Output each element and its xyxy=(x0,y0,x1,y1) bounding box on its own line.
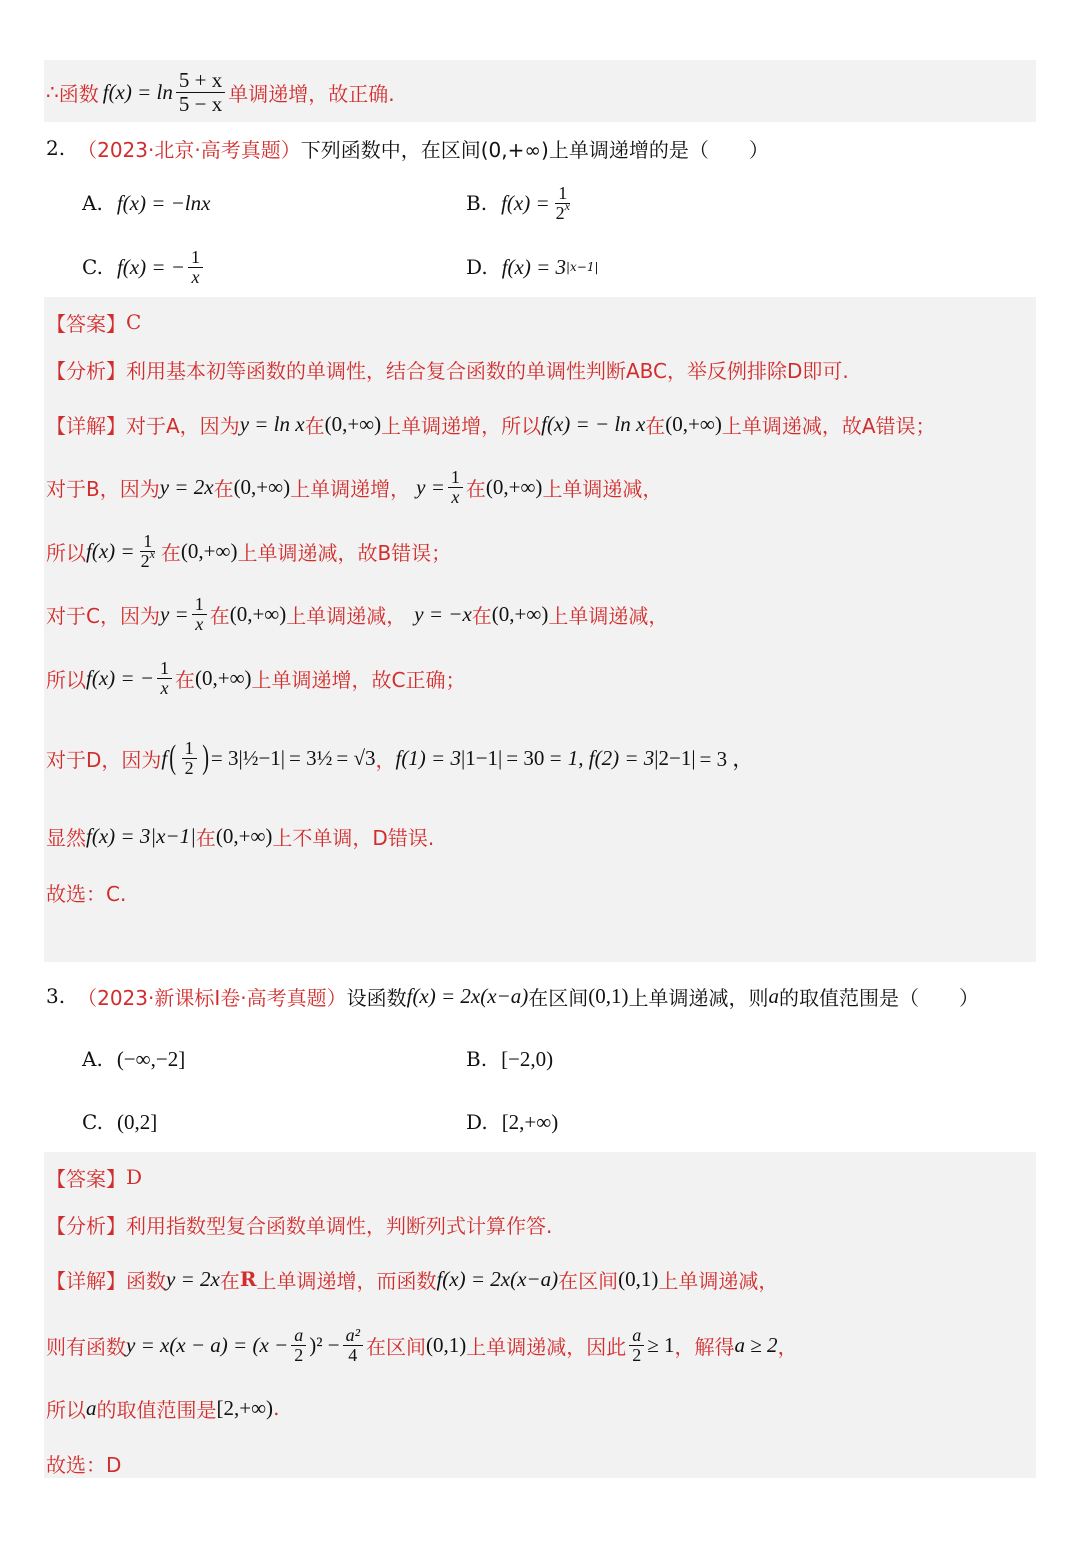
q3-option-d[interactable]: D. [2,+∞) xyxy=(466,1109,559,1134)
q2-question: 下列函数中，在区间(0,+∞)上单调递增的是（ ） xyxy=(300,137,769,162)
q3-detail-1: 【详解】 函数 y = 2 x 在 R 上单调递增，而函数 f(x) = 2 x(x−a) 在区间 (0,1) 上单调递减， xyxy=(46,1266,779,1293)
q3-conclusion: 故选：D xyxy=(46,1452,122,1477)
q3-stem: 3. （2023·新课标Ⅰ卷·高考真题） 设函数 f(x) = 2 x(x−a) 在区间 (0,1) 上单调递减，则 a 的取值范围是（ ） xyxy=(46,983,979,1010)
q2-option-b[interactable]: B. f(x) = $\frac{1}{2^x}$ xyxy=(466,182,570,223)
therefore-symbol: ∴ xyxy=(46,80,59,104)
prev-conclusion: ∴ 函数 f(x) = ln $\frac{5 + x}{5 - x}$ 单调递增，故正确. xyxy=(46,68,395,116)
q3-answer: 【答案】 D xyxy=(46,1165,143,1191)
q2-option-c[interactable]: C. f(x) = − $\frac{1}{x}$ xyxy=(82,242,206,292)
q3-option-b[interactable]: B. [−2,0) xyxy=(466,1046,554,1071)
q2-source: （2023·北京·高考真题） xyxy=(77,137,301,162)
q2-detail-7: 显然 f(x) = 3 |x−1| 在 (0,+∞) 上不单调，D错误. xyxy=(46,823,435,850)
q3-source: （2023·新课标Ⅰ卷·高考真题） xyxy=(77,985,347,1010)
q2-detail-2: 对于B，因为 y = 2 x 在 (0,+∞) 上单调递增， y = $\frac{1}{x}$ 在 (0,+∞) 上单调递减， xyxy=(46,466,663,507)
prev-fraction: $\frac{5 + x}{5 - x}$ xyxy=(176,69,225,114)
q3-analysis: 【分析】 利用指数型复合函数单调性，判断列式计算作答. xyxy=(46,1213,553,1238)
q2-detail-4: 对于C，因为 y = $\frac{1}{x}$ 在 (0,+∞) 上单调递减， y = −x 在 (0,+∞) 上单调递减， xyxy=(46,593,669,634)
q2-number: 2. xyxy=(46,136,66,160)
q2-answer: 【答案】 C xyxy=(46,310,142,336)
q3-number: 3. xyxy=(46,984,66,1008)
q2-detail-1: 【详解】 对于A，因为 y = ln x 在 (0,+∞) 上单调递增，所以 f(x) = − ln x 在 (0,+∞) 上单调递减，故A错误； xyxy=(46,411,936,438)
q3-option-a[interactable]: A. (−∞,−2] xyxy=(82,1046,186,1071)
q2-conclusion: 故选：C. xyxy=(46,881,127,906)
q3-detail-2: 则有函数 y = x(x − a) = (x − $\frac{a}{2}$ )² − $\frac{\text{a²}}{4}$ 在区间 (0,1) 上单调递减，因此 $\frac{a}{2}$ ≥ 1 ，解得 a ≥ 2 ， xyxy=(46,1324,798,1365)
q3-answer-value: D xyxy=(126,1165,143,1189)
q3-detail-3: 所以 a 的取值范围是 [2,+∞) . xyxy=(46,1395,280,1422)
q3-option-c[interactable]: C. (0,2] xyxy=(82,1109,158,1134)
q2-option-d[interactable]: D. f(x) = 3 |x−1| xyxy=(466,254,599,279)
prev-fn-lhs: f(x) = ln xyxy=(102,79,173,104)
q2-option-a[interactable]: A. f(x) = −lnx xyxy=(82,190,211,215)
q2-answer-value: C xyxy=(126,310,142,334)
q2-detail-5: 所以 f(x) = − $\frac{1}{x}$ 在 (0,+∞) 上单调递增，故C正确； xyxy=(46,657,466,698)
q2-analysis: 【分析】 利用基本初等函数的单调性，结合复合函数的单调性判断ABC，举反例排除D即可. xyxy=(46,358,849,383)
solution-band-q3 xyxy=(44,1152,1036,1478)
q2-detail-3: 所以 f(x) = $\frac{1}{2^x}$ 在 (0,+∞) 上单调递减，故B错误； xyxy=(46,530,452,571)
q2-detail-6: 对于D，因为 f ( $\frac{1}{2}$ ) = 3 |½−1| = 3 ½ = √3 ， f(1) = 3 |1−1| = 3 0 = 1, f(2) = 3 |2−1| = 3 ， xyxy=(46,737,754,778)
q2-stem xyxy=(46,134,769,162)
